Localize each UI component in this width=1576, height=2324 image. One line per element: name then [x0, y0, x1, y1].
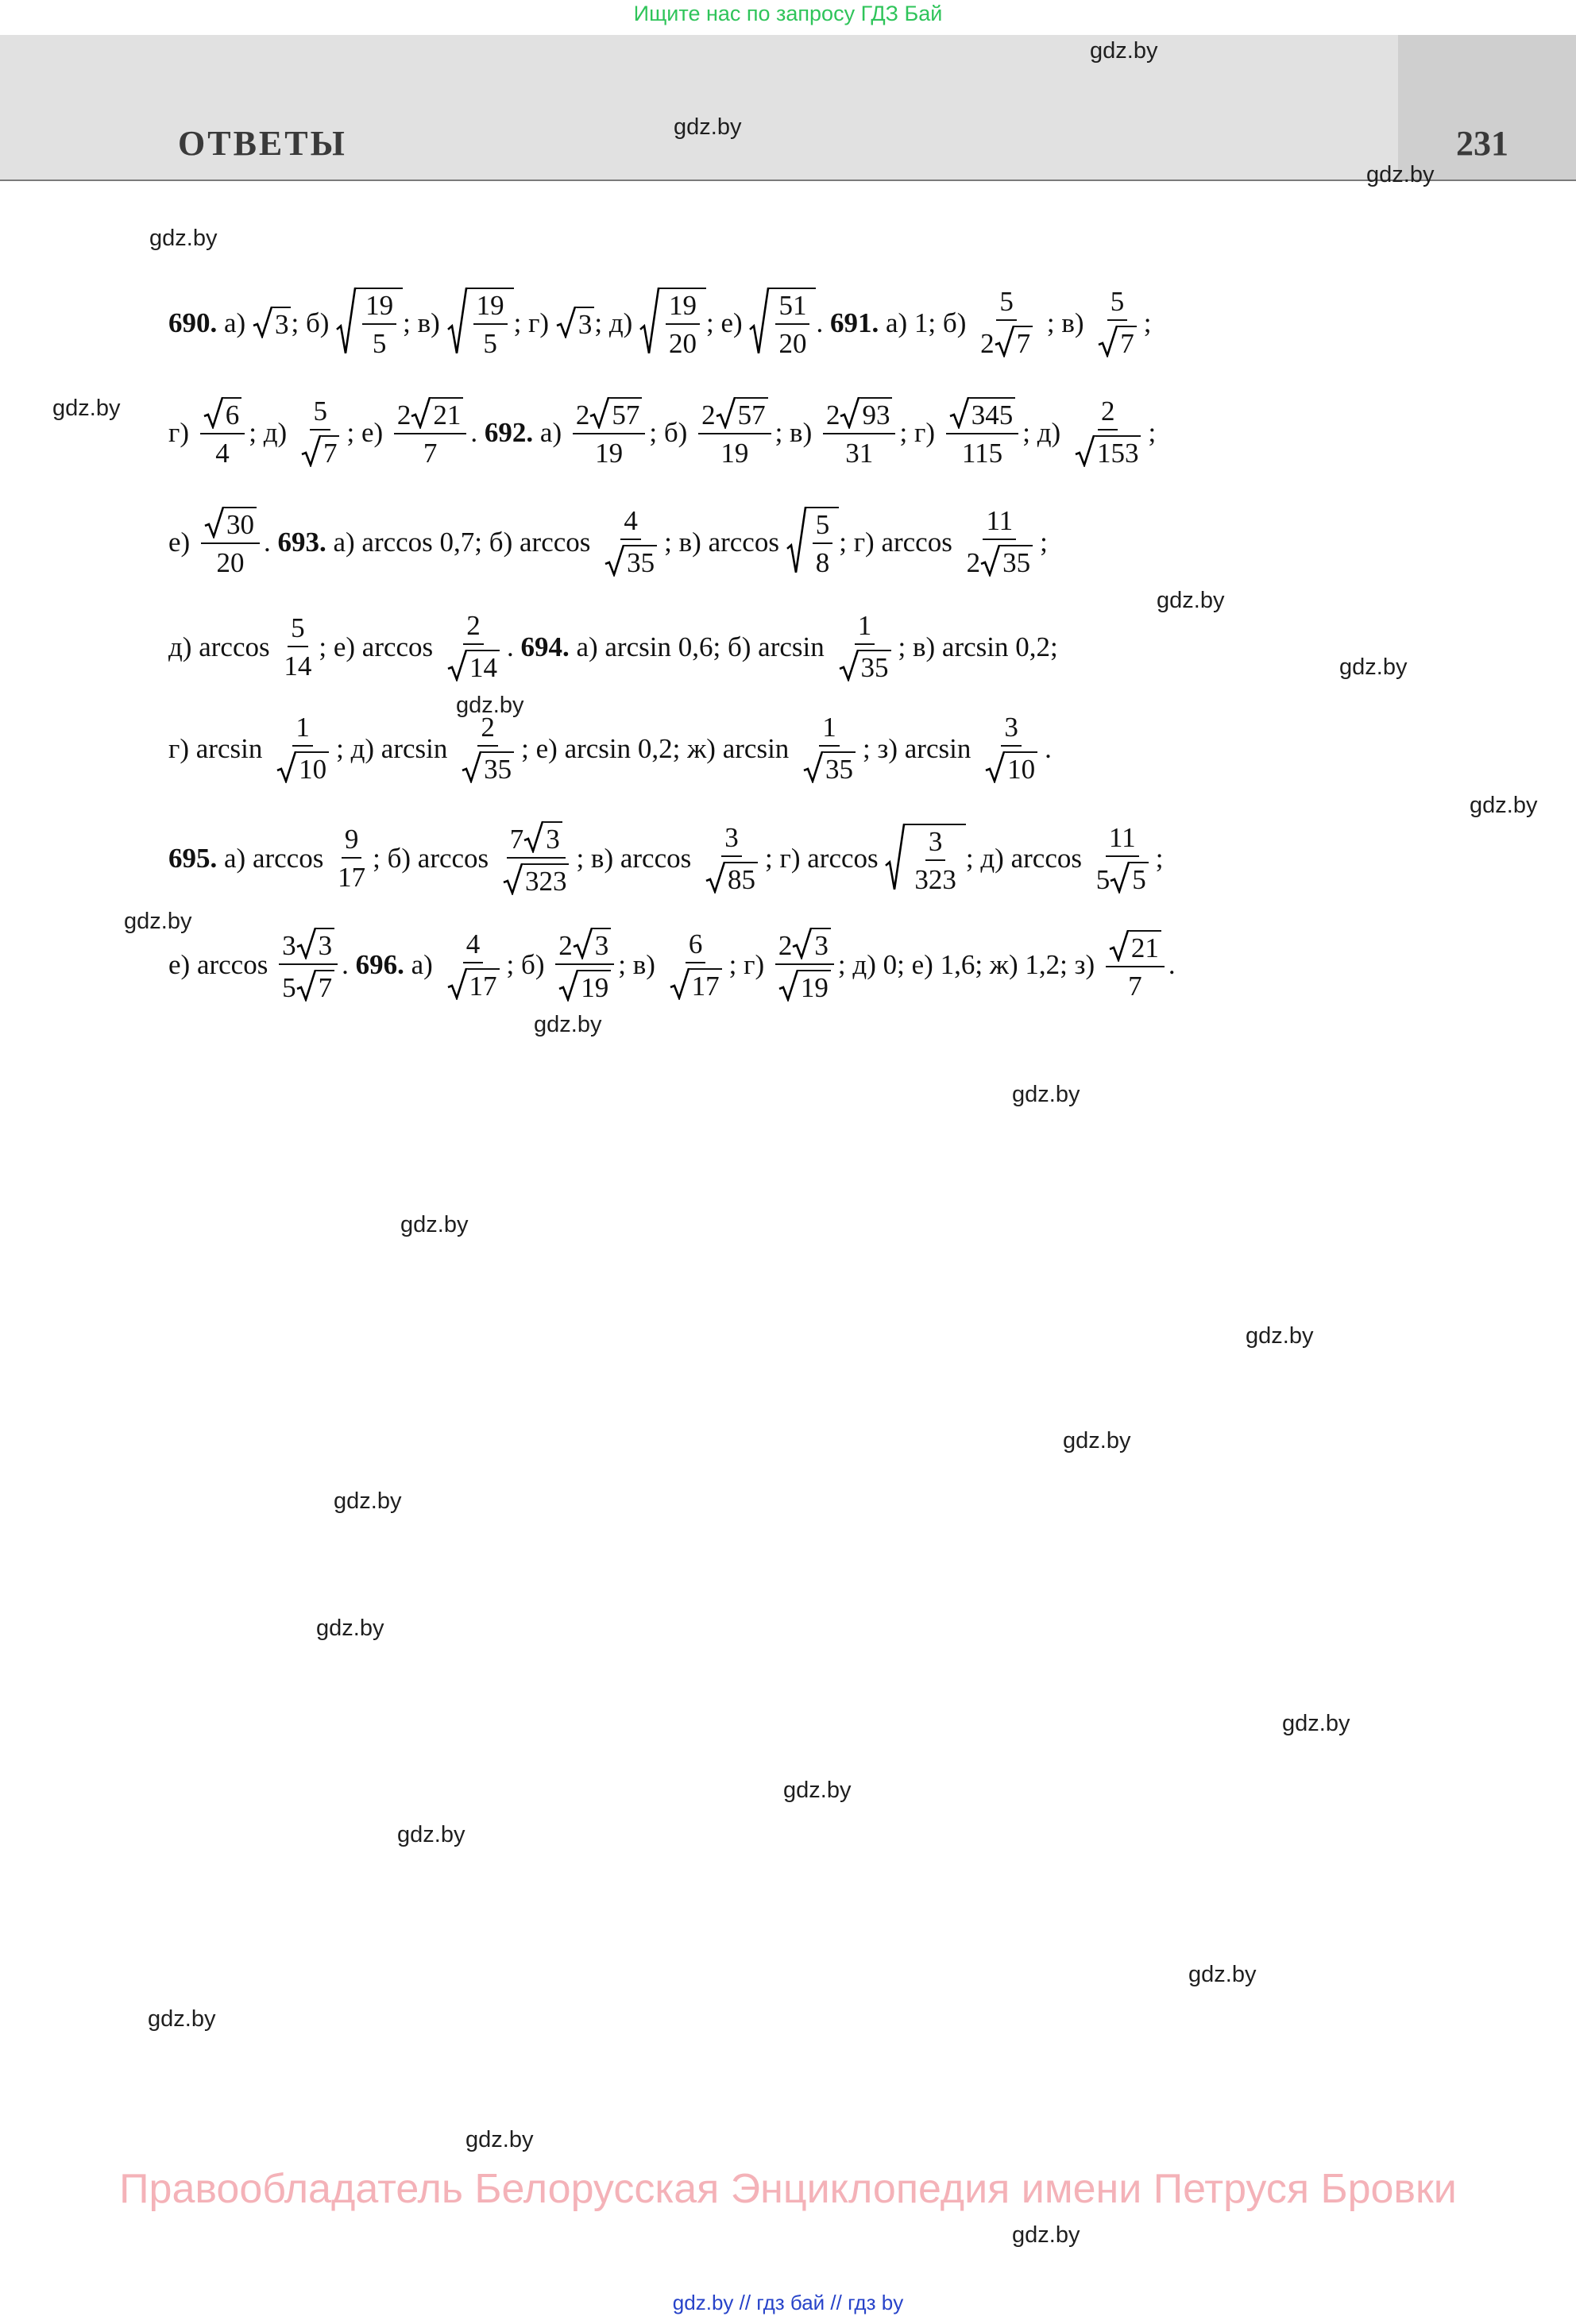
sqrt — [885, 824, 966, 894]
sqrt: 3 — [556, 307, 595, 338]
answer-line-5: г) arcsin $\frac{1}{10}$ ; д) arcsin $\frac{2}{35}$ ; е) arcsin 0,2; ж) arcsin $\frac{1}{35}$ ; з) arcsin $\frac{3}{10}$ . — [168, 712, 1052, 785]
sqrt: 85 — [705, 862, 758, 894]
fraction: $\frac{21}{7}$ — [1106, 930, 1165, 1000]
fraction: $\frac{6}{4}$ — [200, 397, 245, 467]
watermark: gdz.by — [1470, 793, 1538, 818]
watermark: gdz.by — [1246, 1323, 1314, 1349]
sqrt: 7 — [995, 326, 1033, 357]
sqrt: 19 — [558, 970, 611, 1002]
sqrt — [336, 288, 403, 357]
sqrt: 153 — [1075, 435, 1141, 467]
fraction: $\frac{2 57}{19}$ — [698, 397, 771, 467]
watermark: gdz.by — [1012, 1082, 1080, 1107]
sqrt — [749, 288, 816, 357]
sqrt: 7 — [301, 435, 340, 467]
fraction: $\frac{9}{17}$ — [338, 824, 366, 893]
running-head-title: ОТВЕТЫ — [178, 124, 347, 163]
watermark: gdz.by — [1282, 1711, 1350, 1736]
fraction: $\frac{30}{20}$ — [201, 507, 260, 577]
sqrt — [447, 288, 514, 357]
watermark: gdz.by — [316, 1616, 384, 1641]
fraction: $\frac{7 3}{323}$ — [500, 821, 573, 895]
fraction: $\frac{2 3}{19}$ — [555, 928, 614, 1002]
watermark: gdz.by — [149, 226, 218, 251]
fraction: $\frac{2 3}{19}$ — [775, 928, 834, 1002]
sqrt: 14 — [447, 650, 500, 681]
sqrt: 35 — [605, 545, 657, 577]
fraction: $\frac{6}{17}$ — [666, 930, 725, 1000]
sqrt: 30 — [204, 507, 257, 539]
sqrt — [639, 288, 706, 357]
sqrt: 6 — [203, 397, 242, 429]
watermark: gdz.by — [465, 2127, 534, 2152]
sqrt: 3 — [523, 821, 562, 853]
watermark: gdz.by — [52, 396, 121, 421]
sqrt: 57 — [589, 397, 642, 429]
watermark: gdz.by — [1090, 38, 1158, 64]
fraction: $\frac{3}{85}$ — [702, 824, 761, 894]
fraction: $\frac{1}{35}$ — [836, 612, 894, 681]
header-rule — [0, 180, 1576, 181]
watermark: gdz.by — [400, 1212, 469, 1237]
sqrt: 21 — [1109, 930, 1161, 962]
watermark: gdz.by — [124, 909, 192, 934]
top-promo-text[interactable]: Ищите нас по запросу ГДЗ Бай — [633, 2, 943, 25]
answer-line-1: 690. а) 3; б) $\frac{19}{5}$ ; в) $\frac{19}{5}$ ; г) 3; д) $\frac{19}{20}$ ; е) $\frac{51}{20}$ . 691. а) 1; б) $\frac{5}{2 7}$ ; в) $\frac{5}{7}$ ; — [168, 286, 1152, 359]
sqrt — [786, 507, 840, 577]
watermark: gdz.by — [456, 693, 524, 718]
answer-line-3: е) $\frac{30}{20}$ . 693. а) arccos 0,7; б) arccos $\frac{4}{35}$ ; в) arccos $\frac{5}{8}$ ; г) arccos $\frac{11}{2 35}$ ; — [168, 505, 1048, 578]
answer-line-4: д) arccos $\frac{5}{14}$ ; е) arccos $\frac{2}{14}$ . 694. а) arcsin 0,6; б) arcsin $\frac{1}{35}$ ; в) arcsin 0,2; — [168, 610, 1058, 683]
watermark: gdz.by — [1063, 1428, 1131, 1453]
copyright-notice: Правообладатель Белорусская Энциклопедия имени Петруся Бровки — [119, 2166, 1457, 2212]
sqrt: 3 — [296, 928, 335, 959]
fraction: $\frac{51}{20}$ — [775, 291, 809, 357]
fraction: $\frac{3}{323}$ — [914, 825, 956, 895]
watermark: gdz.by — [674, 114, 742, 140]
watermark: gdz.by — [1339, 654, 1408, 680]
watermark: gdz.by — [1157, 588, 1225, 613]
answer-line-7: е) arccos $\frac{3 3}{5 7}$ . 696. а) $\frac{4}{17}$ ; б) $\frac{2 3}{19}$ ; в) $\frac{6}{17}$ ; г) $\frac{2 3}{19}$ ; д) 0; е) 1,6; ж) 1,2; з) $\frac{21}{7}$ . — [168, 928, 1176, 1003]
fraction: $\frac{5}{7}$ — [298, 397, 343, 467]
fraction: $\frac{19}{20}$ — [666, 291, 700, 357]
sqrt: 3 — [792, 928, 831, 959]
fraction: $\frac{1}{10}$ — [273, 713, 332, 783]
sqrt: 17 — [670, 968, 722, 1000]
fraction: $\frac{4}{17}$ — [444, 930, 503, 1000]
fraction: $\frac{2 21}{7}$ — [394, 397, 467, 467]
fraction: $\frac{2 57}{19}$ — [573, 397, 646, 467]
fraction: $\frac{345}{115}$ — [946, 397, 1019, 467]
watermark: gdz.by — [397, 1822, 465, 1847]
page-number: 231 — [1456, 124, 1508, 163]
sqrt: 3 — [253, 307, 292, 338]
fraction: $\frac{19}{5}$ — [362, 291, 396, 357]
fraction: $\frac{4}{35}$ — [601, 507, 660, 577]
watermark: gdz.by — [534, 1012, 602, 1037]
fraction: $\frac{5}{7}$ — [1095, 288, 1140, 357]
footer-links[interactable]: gdz.by // гдз бай // гдз by — [672, 2291, 904, 2314]
sqrt: 17 — [447, 968, 500, 1000]
sqrt: 7 — [296, 970, 335, 1002]
fraction: $\frac{3}{10}$ — [982, 713, 1041, 783]
fraction: $\frac{3 3}{5 7}$ — [279, 928, 338, 1002]
watermark: gdz.by — [334, 1488, 402, 1514]
fraction: $\frac{11}{5 5}$ — [1093, 824, 1152, 894]
answer-line-2: г) $\frac{6}{4}$ ; д) $\frac{5}{7}$ ; е) $\frac{2 21}{7}$ . 692. а) $\frac{2 57}{19}$ ; б) $\frac{2 57}{19}$ ; в) $\frac{2 93}{31}$ ; г) $\frac{345}{115}$ ; д) $\frac{2}{153}$ ; — [168, 396, 1157, 469]
sqrt: 21 — [411, 397, 463, 429]
sqrt: 35 — [803, 751, 856, 783]
fraction: $\frac{5}{2 7}$ — [977, 288, 1036, 357]
watermark: gdz.by — [1188, 1962, 1257, 1987]
fraction: $\frac{5}{8}$ — [813, 511, 833, 577]
fraction: $\frac{5}{14}$ — [284, 612, 312, 681]
sqrt: 10 — [985, 751, 1037, 783]
sqrt: 19 — [778, 970, 831, 1002]
answer-line-6: 695. а) arccos $\frac{9}{17}$ ; б) arccos $\frac{7 3}{323}$ ; в) arccos $\frac{3}{85}$ ; г) arccos $\frac{3}{323}$ ; д) arccos $\frac{11}{5 5}$ ; — [168, 821, 1164, 897]
fraction: $\frac{2 93}{31}$ — [823, 397, 896, 467]
fraction: $\frac{11}{2 35}$ — [964, 507, 1037, 577]
fraction: $\frac{2}{153}$ — [1072, 397, 1145, 467]
sqrt: 345 — [949, 397, 1016, 429]
fraction: $\frac{1}{35}$ — [800, 713, 859, 783]
sqrt: 5 — [1110, 862, 1149, 894]
watermark: gdz.by — [1012, 2222, 1080, 2248]
watermark: gdz.by — [148, 2006, 216, 2032]
sqrt: 7 — [1098, 326, 1137, 357]
watermark: gdz.by — [1366, 162, 1435, 187]
watermark: gdz.by — [783, 1778, 852, 1803]
sqrt: 3 — [573, 928, 612, 959]
sqrt: 35 — [462, 751, 514, 783]
sqrt: 93 — [840, 397, 892, 429]
sqrt: 35 — [980, 545, 1033, 577]
fraction: $\frac{2}{35}$ — [458, 713, 517, 783]
fraction: $\frac{2}{14}$ — [444, 612, 503, 681]
sqrt: 57 — [716, 397, 768, 429]
sqrt: 323 — [503, 863, 570, 895]
sqrt: 10 — [276, 751, 329, 783]
sqrt: 35 — [839, 650, 891, 681]
fraction: $\frac{19}{5}$ — [473, 291, 508, 357]
